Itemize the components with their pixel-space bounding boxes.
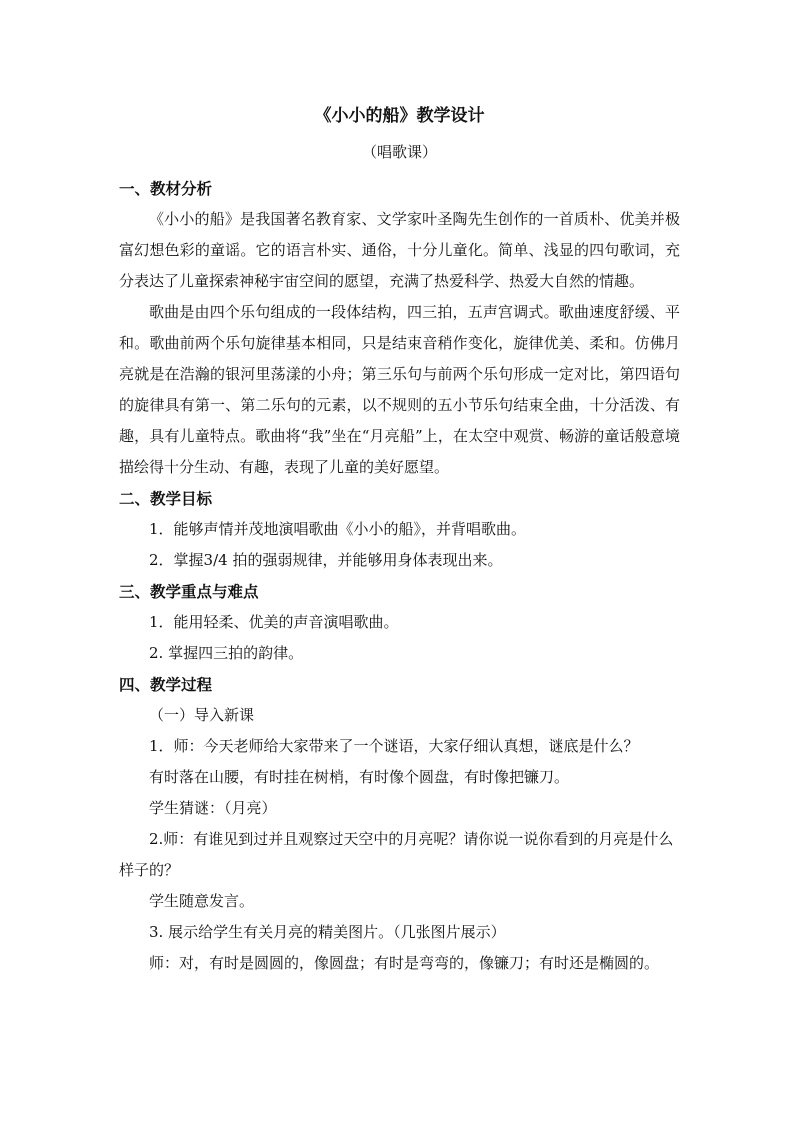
process-question-2: 2.师：有谁见到过并且观察过天空中的月亮呢？请你说一说你看到的月亮是什么样子的？	[119, 830, 674, 879]
section-heading-analysis: 一、教材分析	[119, 179, 213, 198]
process-riddle: 有时落在山腰，有时挂在树梢，有时像个圆盘，有时像把镰刀。	[149, 768, 570, 786]
analysis-paragraph-1: 《小小的船》是我国著名教育家、文学家叶圣陶先生创作的一首质朴、优美并极富幻想色彩的童谣。它的语言朴实、通俗，十分儿童化。简单、浅显的四句歌词，充分表达了儿童探索神秘宇宙空间的愿望，充满了热爱科学、热爱大自然的情趣。	[119, 210, 680, 290]
analysis-paragraph-2: 歌曲是由四个乐句组成的一段体结构，四三拍，五声宫调式。歌曲速度舒缓、平和。歌曲前两个乐句旋律基本相同，只是结束音稍作变化，旋律优美、柔和。仿佛月亮就是在浩瀚的银河里荡漾的小舟；第三乐句与前两个乐句形成一定对比，第四语句的旋律具有第一、第二乐句的元素，以不规则的五小节乐句结束全曲，十分活泼、有趣，具有儿童特点。歌曲将“我”坐在“月亮船”上，在太空中观赏、畅游的童话般意境描绘得十分生动、有趣，表现了儿童的美好愿望。	[119, 303, 680, 476]
process-question-3: 3. 展示给学生有关月亮的精美图片。（几张图片展示）	[149, 923, 506, 941]
key-point-item-2: 2. 掌握四三拍的韵律。	[149, 644, 304, 662]
section-heading-key-points: 三、教学重点与难点	[119, 582, 259, 601]
process-teacher-reply: 师：对，有时是圆圆的，像圆盘；有时是弯弯的，像镰刀；有时还是椭圆的。	[149, 954, 660, 972]
goal-item-2: 2．掌握3/4 拍的强弱规律，并能够用身体表现出来。	[149, 551, 503, 569]
process-guess: 学生猜谜：（月亮）	[149, 799, 277, 817]
document-title: 《小小的船》教学设计	[314, 106, 485, 126]
process-question-1: 1．师：今天老师给大家带来了一个谜语，大家仔细认真想，谜底是什么？	[149, 737, 639, 755]
key-point-item-1: 1．能用轻柔、优美的声音演唱歌曲。	[149, 613, 399, 631]
section-heading-process: 四、教学过程	[119, 675, 213, 694]
section-heading-goals: 二、教学目标	[119, 489, 213, 508]
process-step-title: （一）导入新课	[149, 706, 255, 724]
goal-item-1: 1．能够声情并茂地演唱歌曲《小小的船》，并背唱歌曲。	[149, 520, 527, 538]
document-subtitle: （唱歌课）	[361, 143, 437, 161]
process-free-talk: 学生随意发言。	[149, 892, 255, 910]
